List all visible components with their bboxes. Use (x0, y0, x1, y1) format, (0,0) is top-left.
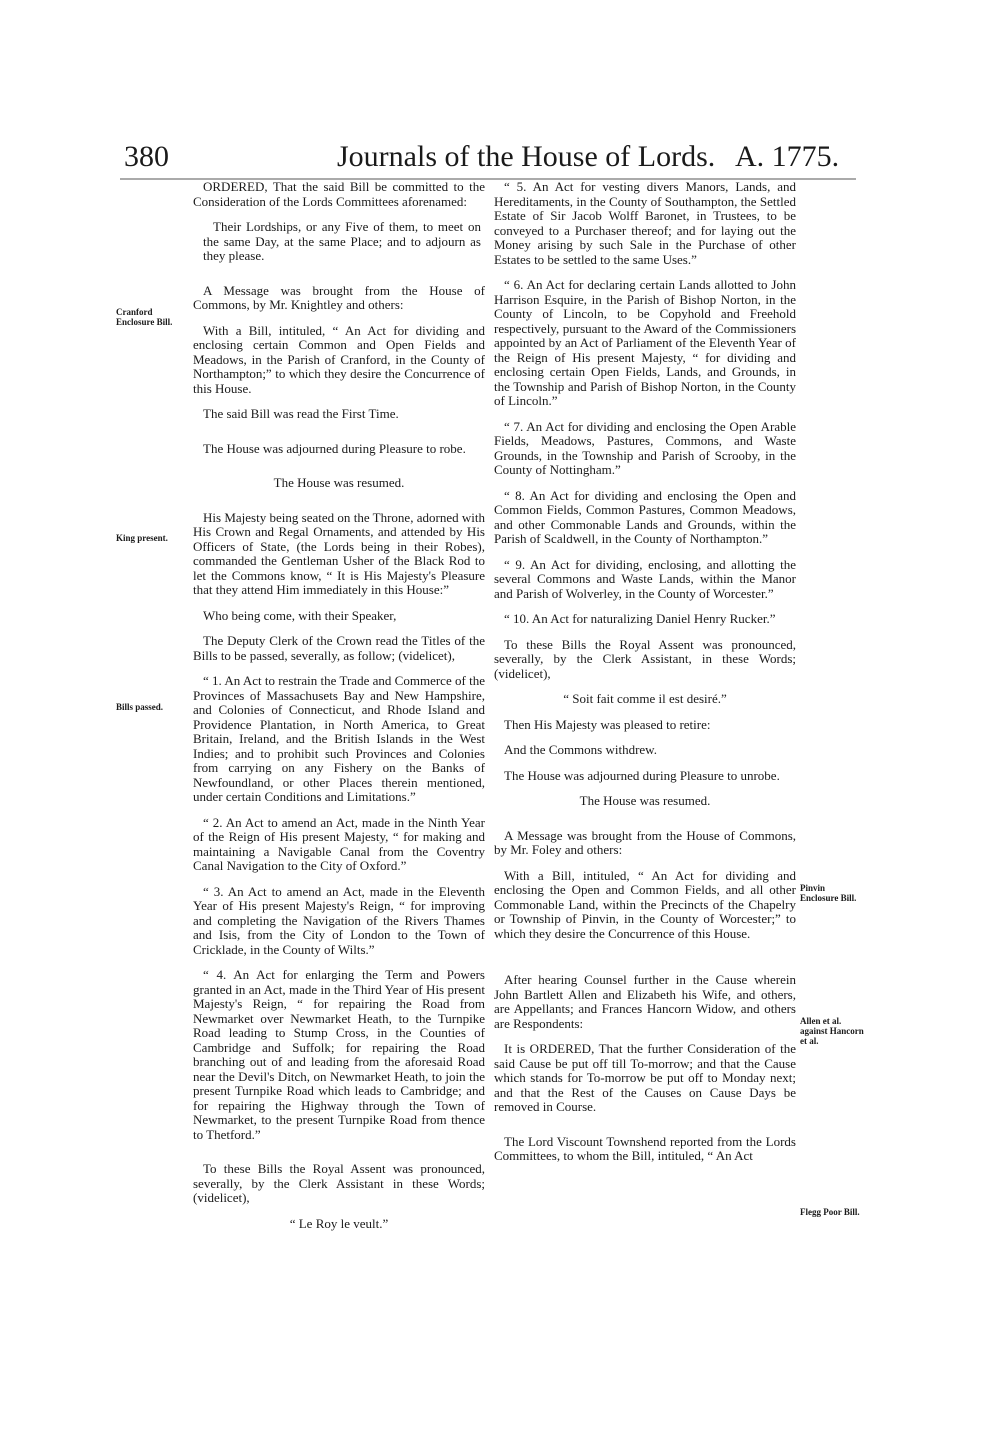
paragraph: “ 4. An Act for enlarging the Term and Powers granted in an Act, made in the Third Year of His present Majesty's Reign, “ for repairing the Road from Newmarket over Newmarket Heath, to the Turnpike Road leading to Stump Cross, in the Counties of Cambridge and Suffolk; for repairing the Road branching out of and leading from the aforesaid Road near the Devil's Ditch, on Newmarket Heath, to join the present Turnpike Road which leads to Cambridge; and for repairing the Highway through the Town of Newmarket, to the present Turnpike Road from thence to Thetford.” (193, 967, 485, 1142)
paragraph: The Deputy Clerk of the Crown read the Titles of the Bills to be passed, severally, as follow; (videlicet), (193, 633, 485, 663)
margin-note-bills-passed: Bills passed. (116, 702, 164, 712)
page-title: Journals of the House of Lords. (337, 140, 716, 173)
paragraph: “ 3. An Act to amend an Act, made in the Eleventh Year of His present Majesty's Reign, “ for improving and completing the Navigation of the Rivers Thames and Isis, from the City of London to the Town of Cricklade, in the County of Wilts.” (193, 883, 485, 957)
paragraph: It is ORDERED, That the further Consideration of the said Cause be put off till To-morrow; and that the Cause which stands for To-morrow be put off to Monday next; and that the Rest of the Causes on Cause Days be removed in Course. (494, 1041, 796, 1114)
paragraph: The House was resumed. (273, 475, 405, 490)
margin-note-flegg: Flegg Poor Bill. (800, 1207, 860, 1217)
margin-note-king-present: King present. (116, 533, 168, 543)
paragraph: “ 8. An Act for dividing and enclosing the Open and Common Fields, Common Pastures, Common Meadows, and other Commonable Lands and Grounds, within the Parish of Scaldwell, in the County of Northampton.” (494, 487, 796, 546)
left-column (193, 180, 485, 1255)
page-number: 380 (124, 140, 169, 173)
paragraph: The House was resumed. (579, 793, 711, 808)
paragraph: The said Bill was read the First Time. (203, 406, 399, 421)
paragraph: To these Bills the Royal Assent was pronounced, severally, by the Clerk Assistant in these Words; (videlicet), (193, 1161, 485, 1205)
paragraph: A Message was brought from the House of Commons, by Mr. Knightley and others: (193, 282, 485, 312)
paragraph: Then His Majesty was pleased to retire: (504, 716, 711, 732)
paragraph: The House was adjourned during Pleasure to robe. (203, 440, 466, 456)
paragraph: His Majesty being seated on the Throne, adorned with His Crown and Regal Ornaments, and attended by His Officers of State, (the Lords being in their Robes), commanded the Gentleman Usher of the Black Rod to let the Commons know, “ It is His Majesty's Pleasure that they attend Him immediately in this House:” (193, 509, 485, 597)
paragraph: “ 9. An Act for dividing, enclosing, and allotting the several Commons and Waste Lands, within the Manor and Parish of Wolverley, in the County of Worcester.” (494, 556, 796, 601)
page-year: A. 1775. (735, 140, 840, 173)
paragraph: The Lord Viscount Townshend reported from the Lords Committees, to whom the Bill, intituled, “ An Act (494, 1133, 796, 1163)
right-column (494, 180, 796, 1230)
paragraph: “ 6. An Act for declaring certain Lands allotted to John Harrison Esquire, in the Parish of Bishop Norton, in the County of Lincoln, to be Copyhold and Freehold respectively, pursuant to the Award of the Commissioners appointed by an Act of Parliament of the Eleventh Year of the Reign of His present Majesty, “ for dividing and enclosing certain Open Fields, Lands, and Grounds, in the Township and Parish of Bishop Norton, in the County of Lincoln.” (494, 277, 796, 408)
paragraph: The House was adjourned during Pleasure to unrobe. (504, 767, 780, 783)
paragraph: “ 2. An Act to amend an Act, made in the Ninth Year of the Reign of His present Majesty, “ for making and maintaining a Navigable Canal from the Coventry Canal Navigation to the City of Oxford.” (193, 814, 485, 873)
paragraph: With a Bill, intituled, “ An Act for dividing and enclosing certain Common and Open Fields and Meadows, in the Parish of Cranford, in the County of Northampton;” to which they desire the Concurrence of this House. (193, 322, 485, 396)
paragraph: “ 10. An Act for naturalizing Daniel Henry Rucker.” (504, 611, 776, 626)
paragraph: “ 5. An Act for vesting divers Manors, Lands, and Hereditaments, in the County of Southampton, the Settled Estate of Sir Jacob Wolff Baronet, in Trustees, to be conveyed to a Purchaser thereof; and for laying out the Money arising by such Sale in the Purchase of other Estates to be settled to the same Uses.” (494, 180, 796, 267)
paragraph: A Message was brought from the House of Commons, by Mr. Foley and others: (494, 827, 796, 857)
paragraph: “ Le Roy le veult.” (289, 1215, 389, 1231)
paragraph: Their Lordships, or any Five of them, to meet on the same Day, at the same Place; and to adjourn as they please. (203, 219, 481, 263)
paragraph: With a Bill, intituled, “ An Act for dividing and enclosing the Open and Common Fields, and all other Commonable Land, within the Precincts of the Chapelry or Township of Pinvin, in the County of Worcester;” to which they desire the Concurrence of this House. (494, 867, 796, 941)
paragraph: After hearing Counsel further in the Cause wherein John Bartlett Allen and Elizabeth his Wife, and others, are Appellants; and Frances Hancorn Widow, and others are Respondents: (494, 972, 796, 1031)
margin-note-allen: Allen et al. against Hancorn et al. (800, 1016, 864, 1046)
margin-note-pinvin: Pinvin Enclosure Bill. (800, 883, 857, 903)
paragraph: “ 1. An Act to restrain the Trade and Commerce of the Provinces of Massachusets Bay and New Hampshire, and Colonies of Connecticut, and Rhode Island and Providence Plantation, in North America, to Great Britain, Ireland, and the British Islands in the West Indies; and to prohibit such Provinces and Colonies from carrying on any Fishery on the Banks of Newfoundland, or other Places therein mentioned, under certain Conditions and Limitations.” (193, 673, 485, 804)
margin-note-cranford: Cranford Enclosure Bill. (116, 307, 173, 327)
paragraph: And the Commons withdrew. (504, 742, 657, 757)
paragraph: Who being come, with their Speaker, (203, 607, 397, 623)
paragraph: “ 7. An Act for dividing and enclosing the Open Arable Fields, Meadows, Pastures, Commons, and Waste Grounds, in the Township and Parish of Scrooby, in the County of Nottingham.” (494, 418, 796, 477)
paragraph: ORDERED, That the said Bill be committed to the Consideration of the Lords Committees aforenamed: (193, 180, 485, 209)
paragraph: To these Bills the Royal Assent was pronounced, severally, by the Clerk Assistant, in these Words; (videlicet), (494, 636, 796, 681)
paragraph: “ Soit fait comme il est desiré.” (563, 691, 727, 706)
